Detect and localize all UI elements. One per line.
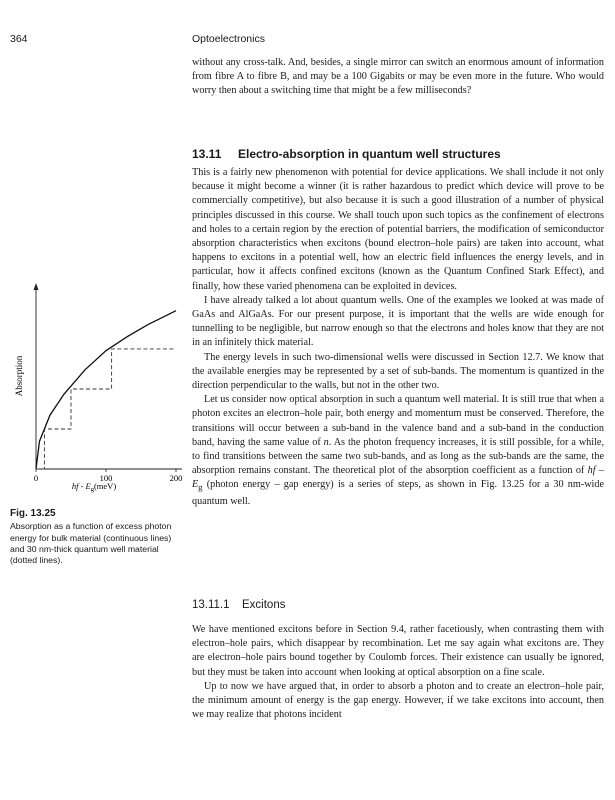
x-tick-label: 200 [169, 473, 183, 483]
quantum-well-step-curve [36, 349, 176, 469]
subsection-heading [192, 599, 285, 611]
section-paragraph: The energy levels in such two-dimensional wells were discussed in Section 12.7. We know that the available energies may be represented by a set of sub-bands. The momentum is quantized in the direction perpendicular to the walls, but not in the other two. [192, 351, 604, 392]
section-number: 13.11 [192, 147, 222, 161]
running-title: Optoelectronics [192, 33, 265, 45]
subsection-title: Excitons [242, 599, 286, 611]
section-body [192, 166, 604, 509]
x-axis-label: hf - $E_g(meV)$ [71, 481, 117, 493]
figure-caption [10, 508, 182, 566]
section-heading [192, 147, 501, 161]
subsection-paragraph: We have mentioned excitons before in Section 9.4, rather facetiously, when contrasting them with electron–hole pairs, which disappear by recombination. Let me say again what excitons are. They are electron–hole pairs bound together by Coulomb forces. Their existence can usually be ignored, but they must be taken into account when looking at optical absorption on a fine scale. [192, 624, 604, 678]
x-tick-label: 0 [33, 473, 39, 483]
subsection-body [192, 623, 604, 722]
absorption-figure [8, 283, 188, 497]
figure-caption-text: Absorption as a function of excess photon energy for bulk material (continuous lines) and 30 nm-thick quantum well material (dotted lines). [10, 521, 172, 566]
section-title: Electro-absorption in quantum well structures [238, 147, 501, 161]
y-axis-arrow [34, 283, 39, 290]
figure-label: Fig. 13.25 [10, 508, 56, 519]
subsection-number: 13.11.1 [192, 599, 230, 611]
section-paragraph: This is a fairly new phenomenon with potential for device applications. We shall include it not only because it might become a winner (it is rather hazardous to predict which device will prove to be commercially competitive), but also because it is such a good illustration of a number of physical principles discussed in this course. We shall touch upon such topics as the confinement of electrons and holes to a certain region by the erection of potential barriers, the modification of semiconductor absorption characteristics when excitons (bound electron–hole pairs) are taken into account, what happens to excitons in a potential well, how an electric field influences the energy levels, and in particular, how it affects confined excitons (known as the Quantum Confined Stark Effect), and finally, how these varied phenomena can be exploited in devices. [192, 167, 604, 292]
subsection-paragraph: Up to now we have argued that, in order to absorb a photon and to create an electron–hole pair, the minimum amount of energy is the gap energy. However, if we take excitons into account, then we may realize that photons incident [192, 680, 604, 721]
y-axis-label: Absorption [14, 355, 24, 397]
intro-paragraph: without any cross-talk. And, besides, a single mirror can switch an enormous amount of information from fibre A to fibre B, and may be a 100 Gigabits or may be even more in the future. Who would worry then about a switching time that might be a few milliseconds? [192, 57, 604, 97]
x-tick-label: 100 [99, 473, 113, 483]
page-number: 364 [10, 33, 28, 45]
section-paragraph: Let us consider now optical absorption in such a quantum well material. It is still true that when a photon excites an electron–hole pair, both energy and momentum must be conserved. Therefore, the transitions will occur between a sub-band in the valence band and a sub-band in the conduction band, having the same value of n. As the photon frequency increases, it is still possible, for a while, to find transitions between the same two sub-bands, and as long as the sub-bands are the same, the absorption remains constant. The theoretical plot of the absorption coefficient as a function of hf – $E_g$ (photon energy – gap energy) is a series of steps, as shown in Fig. 13.25 for a 30 nm-wide quantum well. [192, 394, 604, 507]
section-paragraph: I have already talked a lot about quantum wells. One of the examples we looked at was made of GaAs and AlGaAs. For our present purpose, it is important that the wells are wide enough for tunnelling to be negligible, but narrow enough so that the electrons and holes know that they are not in an infinitely thick material. [192, 294, 604, 349]
bulk-absorption-curve [36, 311, 176, 469]
